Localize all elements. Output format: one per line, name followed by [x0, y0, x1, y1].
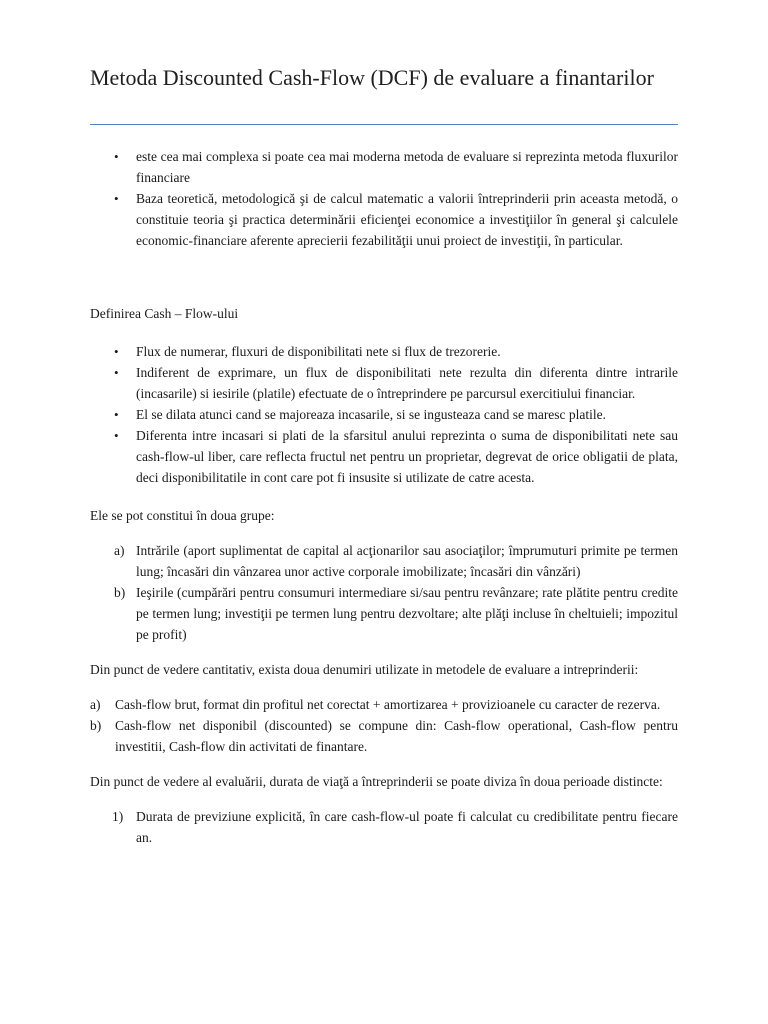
evaluation-item-text: Durata de previziune explicită, în care cash-flow-ul poate fi calculat cu credibilitate pentru fiecare an. [136, 809, 678, 845]
intro-bullet: • Baza teoretică, metodologică şi de calcul matematic a valorii întreprinderii prin aceasta metodă, o constituie teoria şi practica determinării eficienţei economice a investiţiilor în general şi calculele economic-financiare aferente aprecierii fezabilităţii unui proiect de investiţii, în particular. [90, 188, 678, 251]
list-marker: b) [90, 718, 102, 733]
evaluation-item [90, 806, 678, 848]
intro-section [90, 146, 678, 251]
quantitative-intro: Din punct de vedere cantitativ, exista doua denumiri utilizate in metodele de evaluare a intreprinderii: [90, 662, 639, 677]
definition-bullet: • Indiferent de exprimare, un flux de disponibilitati nete rezulta din diferenta dintre intrarile (incasarile) si iesirile (platile) efectuate de o întreprindere pe parcursul exercitiului financiar. [90, 362, 678, 404]
definition-bullet: • El se dilata atunci cand se majoreaza incasarile, si se ingusteaza cand se maresc platile. [90, 404, 678, 425]
list-marker: a) [90, 697, 101, 712]
group-item [90, 540, 678, 582]
definition-bullet-list [90, 341, 678, 488]
evaluation-intro: Din punct de vedere al evaluării, durata de viaţă a întreprinderii se poate diviza în doua perioade distincte: [90, 774, 663, 789]
list-marker: 1) [112, 809, 124, 824]
groups-list [90, 540, 678, 645]
group-item-text: Intrările (aport suplimentat de capital al acţionarilor sau asociaţilor; împrumuturi primite pe termen lung; încasări din vânzarea unor active corporale imobilizate; încasări din vânzări) [136, 543, 678, 579]
quantitative-item [90, 715, 678, 757]
title-underline [90, 124, 678, 125]
group-item [90, 582, 678, 645]
section-heading: Definirea Cash – Flow-ului [90, 306, 239, 321]
quantitative-item-text: Cash-flow brut, format din profitul net corectat + amortizarea + provizioanele cu caracter de rezerva. [115, 697, 661, 712]
intro-bullet-list [90, 146, 678, 251]
page-title: Metoda Discounted Cash-Flow (DCF) de evaluare a finantarilor [90, 65, 654, 90]
list-marker: a) [114, 543, 125, 558]
list-marker: b) [114, 585, 126, 600]
quantitative-item-text: Cash-flow net disponibil (discounted) se compune din: Cash-flow operational, Cash-flow pentru investitii, Cash-flow din activitati de finantare. [115, 718, 678, 754]
groups-intro: Ele se pot constitui în doua grupe: [90, 508, 275, 523]
definition-bullet: • Flux de numerar, fluxuri de disponibilitati nete si flux de trezorerie. [90, 341, 678, 362]
quantitative-list [90, 694, 678, 757]
definition-bullet: • Diferenta intre incasari si plati de la sfarsitul anului reprezinta o suma de disponibilitati nete sau cash-flow-ul liber, care reflecta fructul net pentru un proprietar, degrevat de orice obligatii de plata, deci disponibilitatile in cont care pot fi insusite si utilizate de catre acesta. [90, 425, 678, 488]
evaluation-list [90, 806, 678, 848]
quantitative-item [90, 694, 678, 715]
intro-bullet: • este cea mai complexa si poate cea mai moderna metoda de evaluare si reprezinta metoda fluxurilor financiare [90, 146, 678, 188]
definition-section [90, 303, 678, 848]
group-item-text: Ieşirile (cumpărări pentru consumuri intermediare si/sau pentru revânzare; rate plătite pentru credite pe termen lung; investiţii pe termen lung pentru dezvoltare; alte plăţi incluse în cheltuieli; impozitul pe profit) [136, 585, 678, 642]
